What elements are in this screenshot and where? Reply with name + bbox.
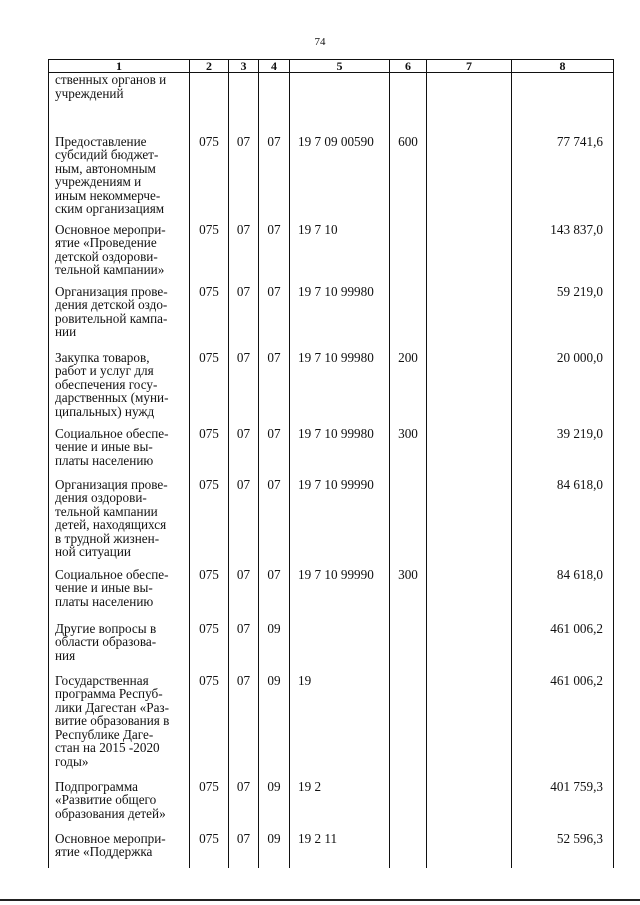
cell-col6 <box>390 832 427 868</box>
cell-amount: 39 219,0 <box>512 427 614 478</box>
table-row <box>49 73 614 135</box>
cell-col4: 07 <box>259 568 290 622</box>
col-header-3: 3 <box>229 60 259 73</box>
header-row <box>49 60 614 73</box>
cell-col3 <box>229 73 259 135</box>
row-name: Закупка товаров, работ и услуг для обеспечения госу- дарственных (муни- ципальных) нужд <box>49 351 190 427</box>
table-row <box>49 135 614 223</box>
cell-amount: 84 618,0 <box>512 568 614 622</box>
cell-col5: 19 2 11 <box>290 832 390 868</box>
cell-col4: 09 <box>259 622 290 674</box>
cell-col3: 07 <box>229 568 259 622</box>
cell-col4: 07 <box>259 478 290 568</box>
row-name: Основное меропри- ятие «Поддержка <box>49 832 190 868</box>
cell-col4 <box>259 73 290 135</box>
page-bottom-rule <box>0 899 640 901</box>
cell-col5: 19 7 10 99980 <box>290 285 390 351</box>
cell-col6: 300 <box>390 568 427 622</box>
cell-amount: 59 219,0 <box>512 285 614 351</box>
cell-col6 <box>390 622 427 674</box>
cell-col7 <box>427 832 512 868</box>
cell-col4: 07 <box>259 285 290 351</box>
cell-col7 <box>427 73 512 135</box>
col-header-8: 8 <box>512 60 614 73</box>
cell-col2: 075 <box>190 427 229 478</box>
cell-col4: 09 <box>259 832 290 868</box>
row-name: Другие вопросы в области образова- ния <box>49 622 190 674</box>
cell-col2: 075 <box>190 832 229 868</box>
cell-col2 <box>190 73 229 135</box>
cell-amount: 52 596,3 <box>512 832 614 868</box>
cell-amount <box>512 73 614 135</box>
cell-col4: 07 <box>259 223 290 285</box>
cell-col3: 07 <box>229 427 259 478</box>
cell-col3: 07 <box>229 622 259 674</box>
cell-col6 <box>390 223 427 285</box>
cell-col2: 075 <box>190 135 229 223</box>
row-name: ственных органов и учреждений <box>49 73 190 135</box>
cell-col6: 200 <box>390 351 427 427</box>
row-name: Организация прове- дения оздорови- тельной кампании детей, находящихся в трудной жизнен- ной ситуации <box>49 478 190 568</box>
cell-col2: 075 <box>190 351 229 427</box>
cell-col2: 075 <box>190 478 229 568</box>
cell-amount: 461 006,2 <box>512 674 614 780</box>
row-name: Подпрограмма «Развитие общего образования детей» <box>49 780 190 832</box>
cell-col2: 075 <box>190 568 229 622</box>
cell-col2: 075 <box>190 674 229 780</box>
cell-col7 <box>427 674 512 780</box>
row-name: Государственная программа Респуб- лики Дагестан «Раз- витие образования в Республике Даге- стан на 2015 -2020 годы» <box>49 674 190 780</box>
cell-col7 <box>427 622 512 674</box>
cell-col3: 07 <box>229 832 259 868</box>
col-header-2: 2 <box>190 60 229 73</box>
col-header-4: 4 <box>259 60 290 73</box>
cell-col6 <box>390 674 427 780</box>
table-row <box>49 780 614 832</box>
cell-col7 <box>427 568 512 622</box>
cell-col5: 19 <box>290 674 390 780</box>
cell-col3: 07 <box>229 478 259 568</box>
cell-col7 <box>427 223 512 285</box>
cell-col7 <box>427 351 512 427</box>
col-header-5: 5 <box>290 60 390 73</box>
cell-col5: 19 7 09 00590 <box>290 135 390 223</box>
cell-col3: 07 <box>229 223 259 285</box>
table-row <box>49 832 614 868</box>
budget-table <box>48 59 614 868</box>
cell-col6: 300 <box>390 427 427 478</box>
col-header-7: 7 <box>427 60 512 73</box>
cell-col2: 075 <box>190 622 229 674</box>
table-row <box>49 568 614 622</box>
cell-col7 <box>427 135 512 223</box>
cell-col5 <box>290 622 390 674</box>
cell-amount: 143 837,0 <box>512 223 614 285</box>
cell-col6 <box>390 285 427 351</box>
row-name: Предоставление субсидий бюджет- ным, автономным учреждениям и иным некоммерче- ским организациям <box>49 135 190 223</box>
cell-col3: 07 <box>229 674 259 780</box>
cell-col4: 07 <box>259 135 290 223</box>
row-name: Социальное обеспе- чение и иные вы- платы населению <box>49 568 190 622</box>
table-row <box>49 622 614 674</box>
cell-col7 <box>427 478 512 568</box>
cell-col7 <box>427 780 512 832</box>
cell-col6 <box>390 478 427 568</box>
cell-col5: 19 7 10 <box>290 223 390 285</box>
cell-col5: 19 7 10 99990 <box>290 478 390 568</box>
col-header-6: 6 <box>390 60 427 73</box>
cell-col3: 07 <box>229 285 259 351</box>
table-row <box>49 674 614 780</box>
cell-col6 <box>390 73 427 135</box>
cell-amount: 84 618,0 <box>512 478 614 568</box>
cell-col6 <box>390 780 427 832</box>
cell-col4: 07 <box>259 427 290 478</box>
cell-amount: 401 759,3 <box>512 780 614 832</box>
cell-col4: 09 <box>259 780 290 832</box>
cell-col5: 19 7 10 99980 <box>290 427 390 478</box>
cell-col5: 19 7 10 99990 <box>290 568 390 622</box>
cell-col3: 07 <box>229 135 259 223</box>
cell-amount: 20 000,0 <box>512 351 614 427</box>
col-header-1: 1 <box>49 60 190 73</box>
cell-col4: 09 <box>259 674 290 780</box>
cell-col2: 075 <box>190 780 229 832</box>
table-row <box>49 351 614 427</box>
cell-amount: 461 006,2 <box>512 622 614 674</box>
cell-col4: 07 <box>259 351 290 427</box>
cell-col3: 07 <box>229 351 259 427</box>
cell-col3: 07 <box>229 780 259 832</box>
table-row <box>49 427 614 478</box>
page-number: 74 <box>314 36 326 48</box>
cell-col6: 600 <box>390 135 427 223</box>
cell-col7 <box>427 285 512 351</box>
cell-col5: 19 2 <box>290 780 390 832</box>
cell-col7 <box>427 427 512 478</box>
cell-col5: 19 7 10 99980 <box>290 351 390 427</box>
cell-col2: 075 <box>190 285 229 351</box>
cell-col2: 075 <box>190 223 229 285</box>
table-row <box>49 223 614 285</box>
cell-col5 <box>290 73 390 135</box>
cell-amount: 77 741,6 <box>512 135 614 223</box>
row-name: Основное меропри- ятие «Проведение детской оздорови- тельной кампании» <box>49 223 190 285</box>
row-name: Социальное обеспе- чение и иные вы- платы населению <box>49 427 190 478</box>
row-name: Организация прове- дения детской оздо- ровительной кампа- нии <box>49 285 190 351</box>
table-row <box>49 478 614 568</box>
table-row <box>49 285 614 351</box>
